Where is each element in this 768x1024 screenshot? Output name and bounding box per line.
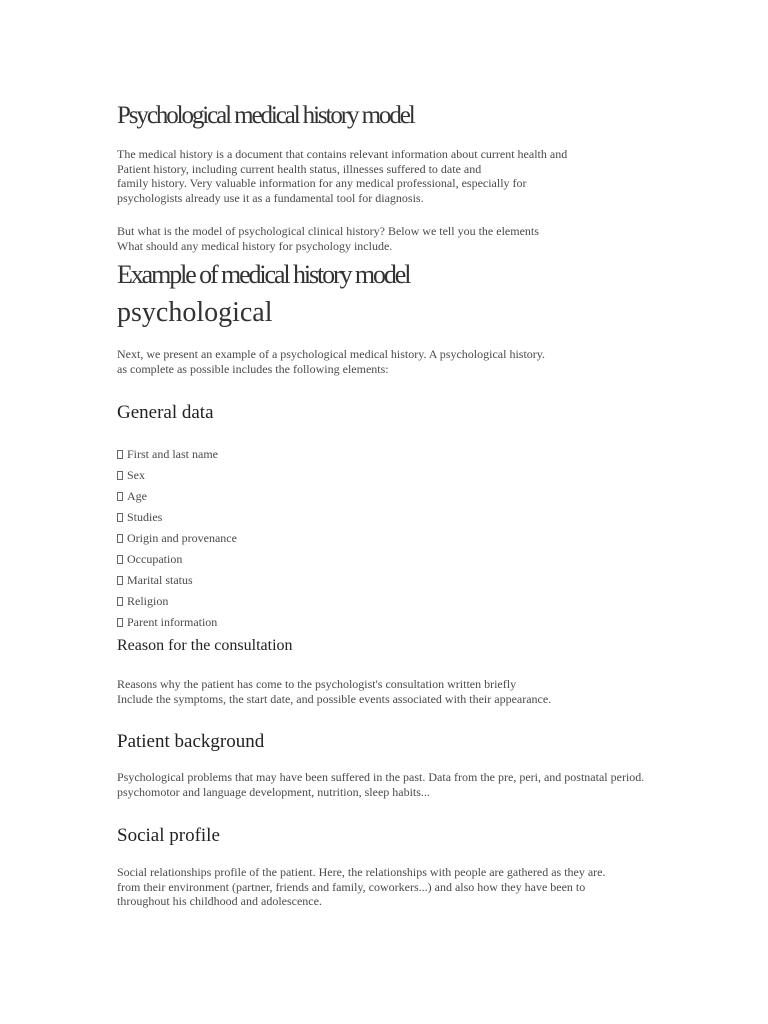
list-item-label: Religion — [127, 594, 169, 608]
list-item — [117, 489, 147, 504]
list-item-label: Origin and provenance — [127, 531, 237, 545]
reason-heading: Reason for the consultation — [117, 637, 293, 654]
missing-glyph-bullet-icon — [117, 576, 123, 585]
list-item — [117, 594, 168, 609]
list-item-label: Studies — [127, 510, 163, 524]
example-intro-line: Next, we present an example of a psychological medical history. A psychological history. — [117, 347, 545, 361]
reason-line: Include the symptoms, the start date, and possible events associated with their appearance. — [117, 691, 552, 706]
list-item — [117, 510, 162, 525]
missing-glyph-bullet-icon — [117, 555, 123, 564]
missing-glyph-bullet-icon — [117, 534, 123, 543]
list-item-label: Age — [127, 489, 147, 503]
background-line: psychomotor and language development, nutrition, sleep habits... — [117, 784, 430, 799]
list-item-label: Sex — [127, 468, 145, 482]
social-line: throughout his childhood and adolescence. — [117, 894, 322, 908]
list-item — [117, 552, 182, 567]
background-paragraph — [117, 770, 644, 799]
social-line: from their environment (partner, friends and family, coworkers...) and also how they have been to — [117, 879, 586, 894]
list-item — [117, 531, 237, 546]
social-paragraph — [117, 865, 606, 909]
list-item — [117, 615, 217, 630]
list-item-label: Marital status — [127, 573, 193, 587]
missing-glyph-bullet-icon — [117, 492, 123, 501]
general-data-list — [117, 447, 417, 632]
intro-line: Patient history, including current health status, illnesses suffered to date and — [117, 161, 482, 176]
intro-line: The medical history is a document that contains relevant information about current health and — [117, 147, 568, 161]
list-item-label: Occupation — [127, 552, 183, 566]
example-title: Example of medical history model — [117, 260, 410, 289]
missing-glyph-bullet-icon — [117, 618, 123, 627]
missing-glyph-bullet-icon — [117, 513, 123, 522]
list-item-label: First and last name — [127, 447, 218, 461]
document-title: Psychological medical history model — [117, 102, 414, 129]
missing-glyph-bullet-icon — [117, 471, 123, 480]
list-item — [117, 468, 145, 483]
intro-line: psychologists already use it as a fundamental tool for diagnosis. — [117, 190, 424, 205]
missing-glyph-bullet-icon — [117, 450, 123, 459]
social-line: Social relationships profile of the patient. Here, the relationships with people are gathered as they are. — [117, 865, 606, 879]
background-heading: Patient background — [117, 731, 265, 752]
reason-line: Reasons why the patient has come to the psychologist's consultation written briefly — [117, 677, 517, 691]
social-heading: Social profile — [117, 825, 220, 846]
question-line: What should any medical history for psychology include. — [117, 238, 393, 253]
example-intro-paragraph — [117, 347, 545, 376]
question-line: But what is the model of psychological clinical history? Below we tell you the elements — [117, 224, 539, 238]
list-item-label: Parent information — [127, 615, 218, 629]
list-item — [117, 573, 193, 588]
reason-paragraph — [117, 677, 551, 706]
example-title-continuation: psychological — [117, 297, 273, 328]
missing-glyph-bullet-icon — [117, 597, 123, 606]
general-data-heading: General data — [117, 402, 214, 423]
question-paragraph — [117, 224, 539, 253]
example-intro-line: as complete as possible includes the following elements: — [117, 361, 389, 376]
background-line: Psychological problems that may have been suffered in the past. Data from the pre, peri, and postnatal period. — [117, 770, 645, 784]
intro-paragraph — [117, 147, 567, 205]
list-item — [117, 447, 218, 462]
intro-line: family history. Very valuable information for any medical professional, especially for — [117, 176, 527, 190]
